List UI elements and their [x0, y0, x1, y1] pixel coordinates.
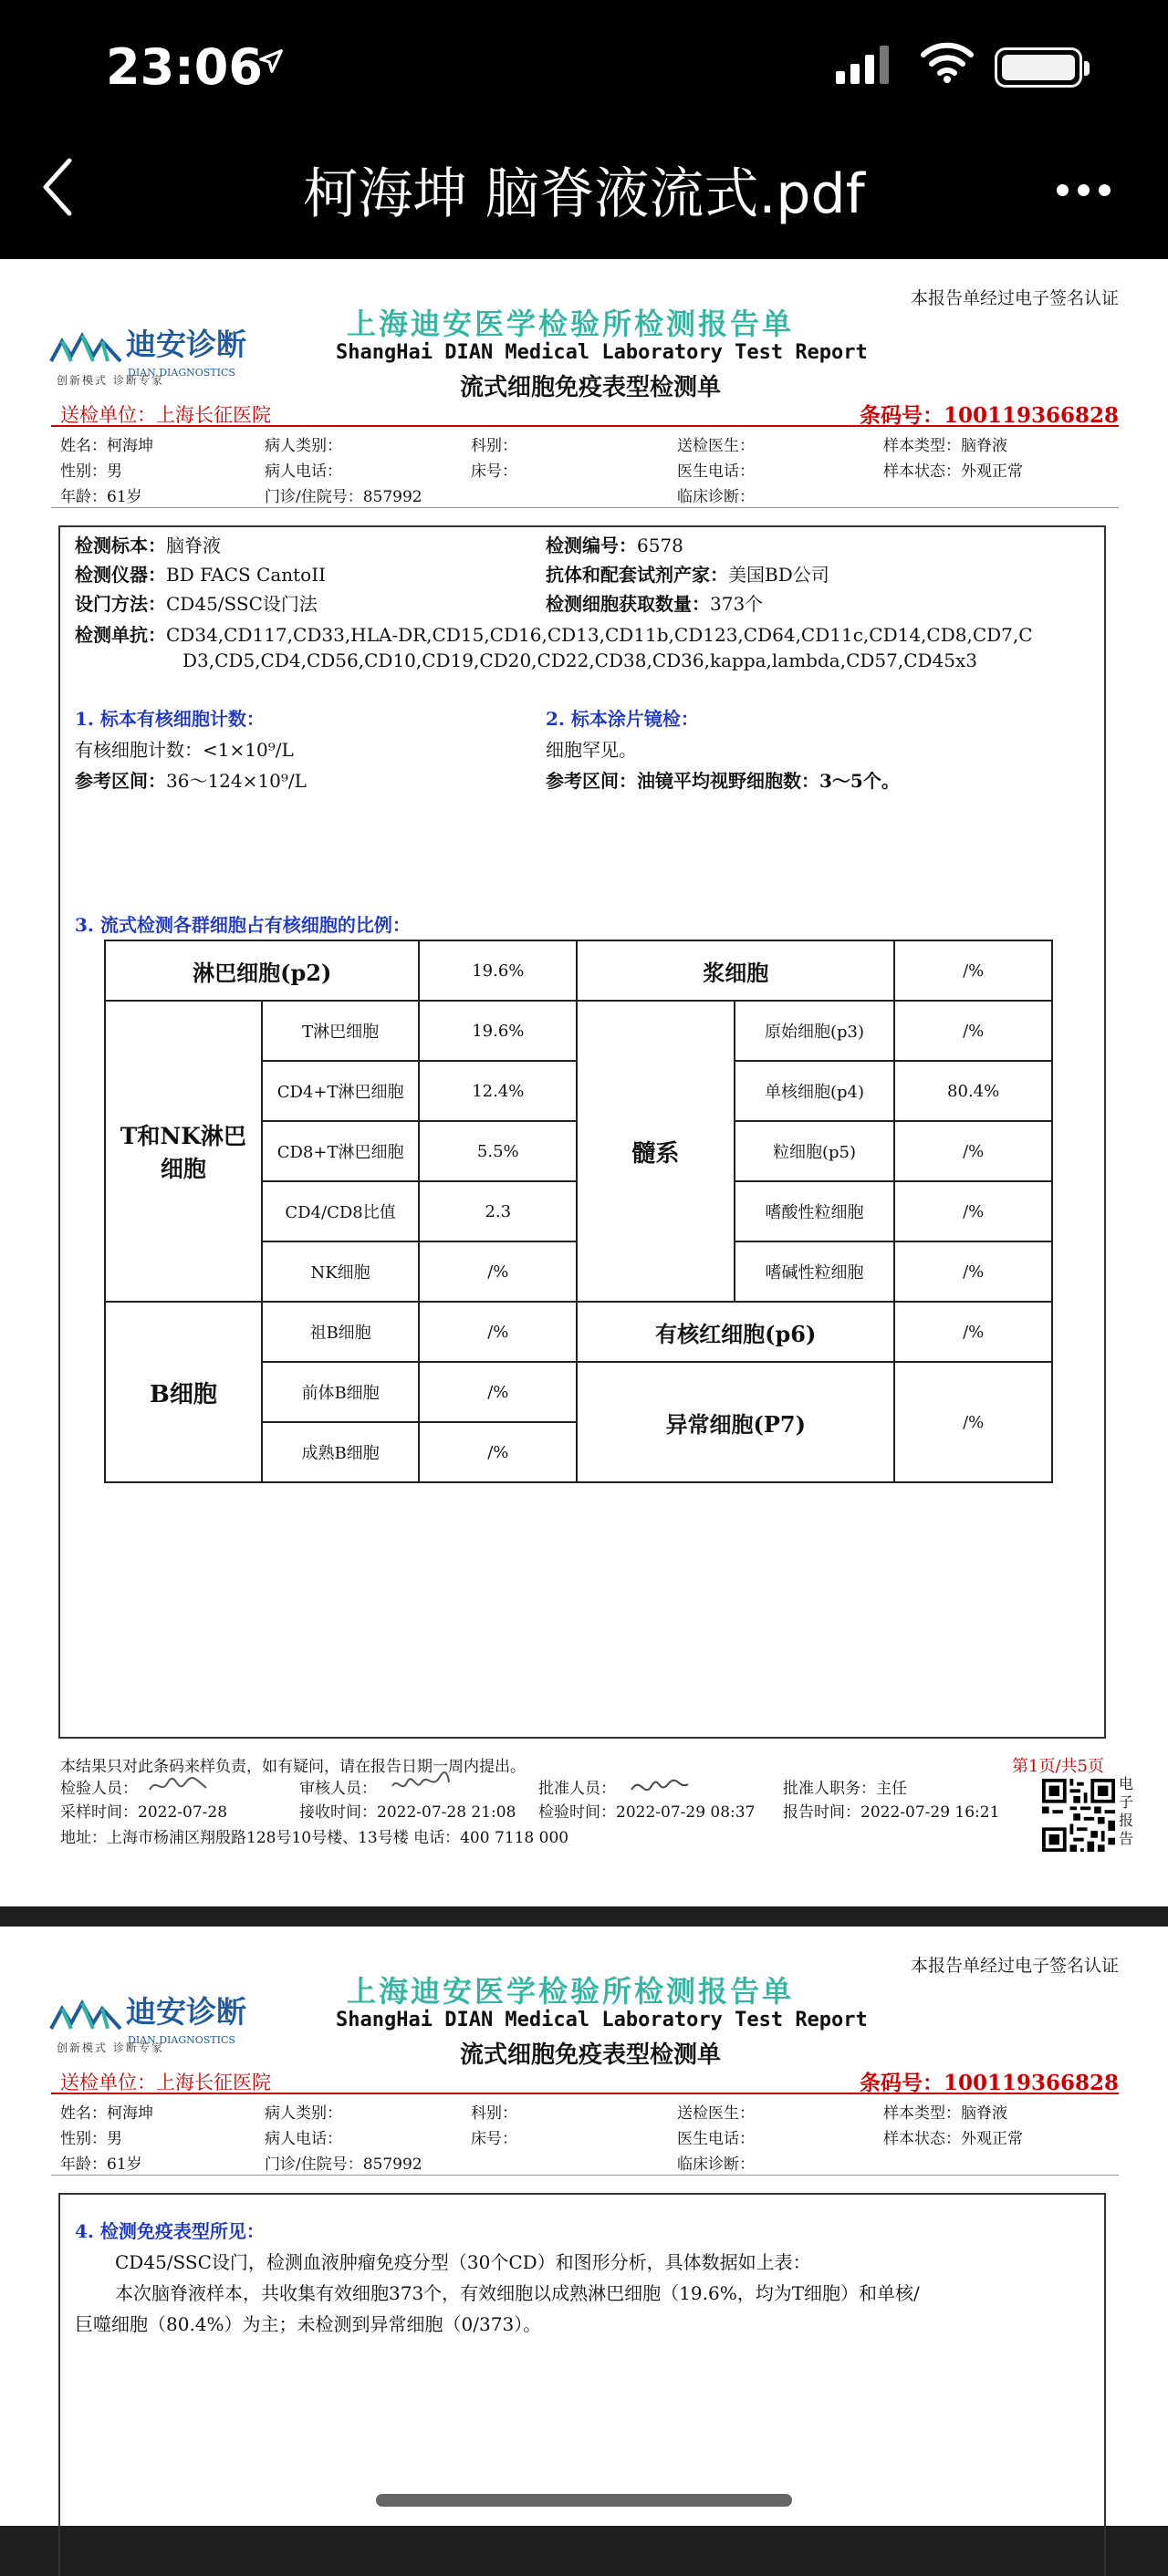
ratio-value: 2.3	[419, 1181, 577, 1241]
report-title-en: ShangHai DIAN Medical Laboratory Test Report	[336, 2009, 868, 2031]
doctor-phone: 医生电话：	[677, 462, 755, 481]
abnormal-value: /%	[894, 1362, 1052, 1482]
nrbc-value: /%	[894, 1302, 1052, 1362]
cell-ratio-table	[104, 940, 1053, 1483]
sender-unit: 送检单位：上海长征医院	[60, 2072, 271, 2093]
nucleated-count: 有核细胞计数：<1×10⁹/L	[75, 739, 294, 761]
location-arrow-icon	[257, 47, 285, 75]
granulocyte-label: 粒细胞(p5)	[735, 1121, 895, 1181]
patient-age: 年龄：61岁	[60, 488, 142, 506]
patient-name: 姓名：柯海坤	[60, 2104, 153, 2123]
patient-bed: 床号：	[471, 462, 517, 481]
logo-text: 迪安诊断	[126, 1994, 246, 2030]
section-3-title: 3. 流式检测各群细胞占有核细胞的比例：	[75, 914, 411, 936]
dian-logo-icon	[49, 1996, 122, 2036]
barcode-number: 条码号：100119366828	[859, 403, 1119, 428]
tester-signature-icon	[146, 1771, 210, 1797]
disclaimer: 本结果只对此条码来样负责，如有疑问，请在报告日期一周内提出。	[60, 1758, 526, 1776]
home-indicator[interactable]	[376, 2494, 792, 2507]
patient-type: 病人类别：	[265, 2104, 342, 2123]
count-field: 检测细胞获取数量：373个	[546, 593, 764, 615]
myeloid-label: 髓系	[577, 1001, 735, 1302]
sender-unit: 送检单位：上海长征医院	[60, 404, 271, 426]
divider	[51, 507, 1119, 508]
patient-doctor: 送检医生：	[677, 437, 755, 455]
t-cell-value: 19.6%	[419, 1001, 577, 1061]
section-4-title: 4. 检测免疫表型所见：	[75, 2220, 265, 2242]
abnormal-label: 异常细胞(P7)	[577, 1362, 894, 1482]
basophil-label: 嗜碱性粒细胞	[735, 1241, 895, 1302]
plasma-label: 浆细胞	[577, 940, 894, 1001]
ratio-label: CD4/CD8比值	[262, 1181, 420, 1241]
hospital-number: 门诊/住院号：857992	[265, 2155, 422, 2174]
eosinophil-label: 嗜酸性粒细胞	[735, 1181, 895, 1241]
cert-note: 本报告单经过电子签名认证	[910, 1956, 1119, 1976]
cellular-signal-icon	[836, 44, 894, 84]
prob-value: /%	[419, 1302, 577, 1362]
approver-label: 批准人员：	[538, 1780, 616, 1798]
tester-label: 检验人员：	[60, 1780, 138, 1798]
patient-age: 年龄：61岁	[60, 2155, 142, 2174]
doctor-phone: 医生电话：	[677, 2130, 755, 2148]
patient-gender: 性别：男	[60, 462, 122, 481]
clinical-diagnosis: 临床诊断：	[677, 2155, 755, 2174]
barcode-number: 条码号：100119366828	[859, 2071, 1119, 2095]
antibody-field: 检测单抗：CD34,CD117,CD33,HLA-DR,CD15,CD16,CD13,CD11b,CD123,CD64,CD11c,CD14,CD8,CD7,C	[75, 624, 1033, 646]
patient-bed: 床号：	[471, 2130, 517, 2148]
cd4-value: 12.4%	[419, 1061, 577, 1121]
monocyte-label: 单核细胞(p4)	[735, 1061, 895, 1121]
gate-field: 设门方法：CD45/SSC设门法	[75, 593, 318, 615]
section-2-ref: 参考区间：油镜平均视野细胞数：3～5个。	[546, 770, 900, 792]
divider	[51, 425, 1119, 427]
patient-dept: 科别：	[471, 437, 517, 455]
preb-label: 前体B细胞	[262, 1362, 420, 1422]
patient-phone: 病人电话：	[265, 462, 342, 481]
report-subtitle: 流式细胞免疫表型检测单	[460, 2041, 722, 2069]
bcell-label: B细胞	[105, 1302, 262, 1482]
plasma-value: /%	[894, 940, 1052, 1001]
eosinophil-value: /%	[894, 1181, 1052, 1241]
page-indicator: 第1页/共5页	[1012, 1757, 1104, 1776]
blast-value: /%	[894, 1001, 1052, 1061]
report-subtitle: 流式细胞免疫表型检测单	[460, 374, 722, 401]
logo-sub: DIAN DIAGNOSTICS	[128, 2034, 235, 2046]
reviewer-label: 审核人员：	[299, 1780, 377, 1798]
logo-caption: 创新模式 诊断专家	[57, 374, 164, 387]
patient-name: 姓名：柯海坤	[60, 437, 153, 455]
nk-value: /%	[419, 1241, 577, 1302]
section-1-ref: 参考区间：36～124×10⁹/L	[75, 770, 307, 792]
reagent-field: 抗体和配套试剂产家：美国BD公司	[546, 564, 829, 586]
approver-signature-icon	[628, 1771, 692, 1797]
approver-title: 批准人职务：主任	[783, 1780, 907, 1798]
logo-text: 迪安诊断	[126, 327, 246, 362]
finding-line-1: CD45/SSC设门，检测血液肿瘤免疫分型（30个CD）和图形分析，具体数据如上表：	[115, 2251, 811, 2273]
report-time: 报告时间：2022-07-29 16:21	[783, 1803, 1000, 1822]
top-bar	[0, 0, 1168, 259]
granulocyte-value: /%	[894, 1121, 1052, 1181]
t-cell-label: T淋巴细胞	[262, 1001, 420, 1061]
logo-caption: 创新模式 诊断专家	[57, 2041, 164, 2054]
logo-sub: DIAN DIAGNOSTICS	[128, 367, 235, 379]
blast-label: 原始细胞(p3)	[735, 1001, 895, 1061]
prob-label: 祖B细胞	[262, 1302, 420, 1362]
cd8-label: CD8+T淋巴细胞	[262, 1121, 420, 1181]
reviewer-signature-icon	[389, 1770, 453, 1795]
hospital-number: 门诊/住院号：857992	[265, 488, 422, 506]
patient-phone: 病人电话：	[265, 2130, 342, 2148]
instrument-field: 检测仪器：BD FACS CantoII	[75, 564, 327, 586]
patient-gender: 性别：男	[60, 2130, 122, 2148]
cd4-label: CD4+T淋巴细胞	[262, 1061, 420, 1121]
nrbc-label: 有核红细胞(p6)	[577, 1302, 894, 1362]
status-time: 23:06	[106, 38, 263, 96]
report-title-cn: 上海迪安医学检验所检测报告单	[347, 1974, 795, 2009]
smear-result: 细胞罕见。	[546, 739, 637, 761]
lab-address: 地址：上海市杨浦区翔殷路128号10号楼、13号楼 电话：400 7118 000	[60, 1829, 569, 1847]
section-1-title: 1. 标本有核细胞计数：	[75, 708, 265, 730]
finding-line-2: 本次脑脊液样本，共收集有效细胞373个，有效细胞以成熟淋巴细胞（19.6%，均为T细胞）和单核/	[115, 2282, 920, 2304]
report-title-cn: 上海迪安医学检验所检测报告单	[347, 306, 795, 341]
preb-value: /%	[419, 1362, 577, 1422]
lymphocyte-label: 淋巴细胞(p2)	[105, 940, 419, 1001]
divider	[51, 2175, 1119, 2176]
patient-type: 病人类别：	[265, 437, 342, 455]
patient-dept: 科别：	[471, 2104, 517, 2123]
tnk-label: T和NK淋巴细胞	[105, 1001, 262, 1302]
cert-note: 本报告单经过电子签名认证	[910, 288, 1119, 308]
sample-type: 样本类型：脑脊液	[883, 2104, 1007, 2123]
e-report-label: 电子报告	[1119, 1775, 1134, 1847]
tested-time: 检验时间：2022-07-29 08:37	[538, 1803, 756, 1822]
cd8-value: 5.5%	[419, 1121, 577, 1181]
received-time: 接收时间：2022-07-28 21:08	[299, 1803, 516, 1822]
patient-doctor: 送检医生：	[677, 2104, 755, 2123]
qr-code-icon	[1042, 1779, 1115, 1852]
finding-line-3: 巨噬细胞（80.4%）为主；未检测到异常细胞（0/373）。	[75, 2313, 542, 2335]
basophil-value: /%	[894, 1241, 1052, 1302]
pdf-page-1	[0, 259, 1168, 1906]
sample-state: 样本状态：外观正常	[883, 462, 1023, 481]
matb-value: /%	[419, 1422, 577, 1482]
lymphocyte-value: 19.6%	[419, 940, 577, 1001]
report-title-en: ShangHai DIAN Medical Laboratory Test Report	[336, 341, 868, 364]
sample-state: 样本状态：外观正常	[883, 2130, 1023, 2148]
clinical-diagnosis: 临床诊断：	[677, 488, 755, 506]
monocyte-value: 80.4%	[894, 1061, 1052, 1121]
document-title: 柯海坤 脑脊液流式.pdf	[303, 162, 865, 226]
specimen-field: 检测标本：脑脊液	[75, 535, 221, 556]
test-number-field: 检测编号：6578	[546, 535, 683, 556]
sample-type: 样本类型：脑脊液	[883, 437, 1007, 455]
dian-logo-icon	[49, 328, 122, 369]
matb-label: 成熟B细胞	[262, 1422, 420, 1482]
sampling-time: 采样时间：2022-07-28	[60, 1803, 228, 1822]
battery-icon	[995, 47, 1082, 88]
wifi-icon	[920, 40, 975, 84]
pdf-page-2	[0, 1927, 1168, 2526]
more-options-icon[interactable]	[1057, 182, 1120, 200]
divider	[51, 2093, 1119, 2094]
section-2-title: 2. 标本涂片镜检：	[546, 708, 699, 730]
antibody-line-2: D3,CD5,CD4,CD56,CD10,CD19,CD20,CD22,CD38,CD36,kappa,lambda,CD57,CD45x3	[182, 649, 978, 671]
nk-label: NK细胞	[262, 1241, 420, 1302]
